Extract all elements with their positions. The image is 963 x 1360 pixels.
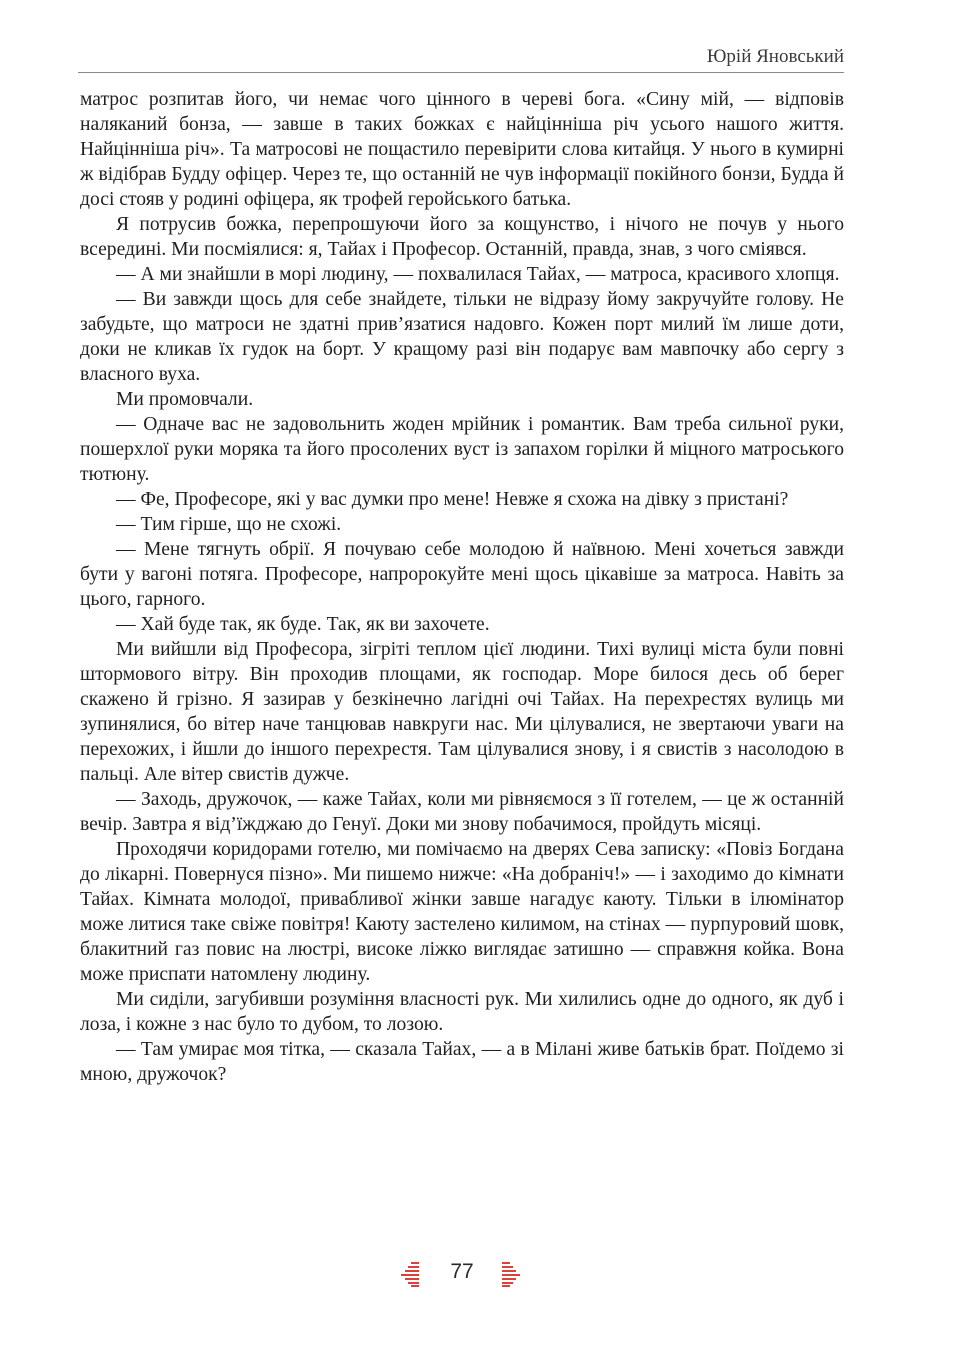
running-header-author: Юрій Яновський xyxy=(706,46,844,67)
paragraph: матрос розпитав його, чи немає чого цінного в череві бога. «Сину мій, — відповів наляканий бонза, — завше в таких божках є найцінніша річ усього нашого життя. Найцінніша річ». Та матросові не пощастило перевірити слова китайця. У нього в кумирні ж відібрав Будду офіцер. Через те, що останній не чув інформації покійного бонзи, Будда й досі стояв у родині офіцера, як трофей геройського батька. xyxy=(80,89,844,210)
paragraph: Я потрусив божка, перепрошуючи його за кощунство, і нічого не почув у нього всередині. Ми посміялися: я, Тайах і Професор. Останній, правда, знав, з чого сміявся. xyxy=(80,214,844,260)
paragraph: — А ми знайшли в морі людину, — похвалилася Тайах, — матроса, красивого хлопця. xyxy=(116,264,840,285)
body-text xyxy=(80,87,844,1087)
paragraph: — Фе, Професоре, які у вас думки про мене! Невже я схожа на дівку з пристані? xyxy=(116,489,789,510)
paragraph: Ми вийшли від Професора, зігріті теплом цієї людини. Тихі вулиці міста були повні штормового вітру. Він проходив площами, як господар. Море билося десь об берег скажено й грізно. Я зазирав у безкінечно лагідні очі Тайах. На перехрестях вулиць ми зупинялися, бо вітер наче танцював навкруги нас. Ми цілувалися, не звертаючи уваги на перехожих, і йшли до іншого перехрестя. Там цілувалися знову, і я свистів з насолодою в пальці. Але вітер свистів дужче. xyxy=(80,639,844,785)
paragraph: — Мене тягнуть обрії. Я почуваю себе молодою й наївною. Мені хочеться завжди бути у вагоні потяга. Професоре, напророкуйте мені щось цікавіше за матроса. Навіть за цього, гарного. xyxy=(80,539,844,610)
paragraph: Проходячи коридорами готелю, ми помічаємо на дверях Сева записку: «Повіз Богдана до лікарні. Повернуся пізно». Ми пишемо нижче: «На добраніч!» — і заходимо до кімнати Тайах. Кімната молодої, привабливої жінки завше нагадує каюту. Тільки в ілюмінатор може литися таке свіже повітря! Каюту застелено килимом, на стінах — пурпуровий шовк, блакитний газ повис на люстрі, високе ліжко виглядає затишно — справжня койка. Вона може приспати натомлену людину. xyxy=(80,839,844,985)
paragraph: — Одначе вас не задовольнить жоден мрійник і романтик. Вам треба сильної руки, пошерхлої руки моряка та його просолених вуст із запахом горілки й міцного матроського тютюну. xyxy=(80,414,844,485)
page-footer xyxy=(0,1255,963,1295)
page-number: 77 xyxy=(450,1260,474,1283)
paragraph: — Тим гірше, що не схожі. xyxy=(116,514,342,535)
paragraph: Ми промовчали. xyxy=(116,389,254,410)
paragraph: — Хай буде так, як буде. Так, як ви захочете. xyxy=(116,614,490,635)
paragraph: — Ви завжди щось для себе знайдете, тільки не відразу йому закручуйте голову. Не забудьте, що матроси не здатні прив’язатися надовго. Кожен порт милий їм лише доти, доки не кликав їх гудок на борт. У кращому разі він подарує вам мавпочку або сергу з власного вуха. xyxy=(80,289,844,385)
page-arrow-left-icon xyxy=(399,1261,421,1287)
paragraph: — Там умирає моя тітка, — сказала Тайах, — а в Мілані живе батьків брат. Поїдемо зі мною, дружочок? xyxy=(80,1039,844,1085)
header-divider xyxy=(78,72,844,73)
paragraph: — Заходь, дружочок, — каже Тайах, коли ми рівняємося з її готелем, — це ж останній вечір. Завтра я від’їжджаю до Генуї. Доки ми знову побачимося, пройдуть місяці. xyxy=(80,789,844,835)
paragraph: Ми сиділи, загубивши розуміння власності рук. Ми хилились одне до одного, як дуб і лоза, і кожне з нас було то дубом, то лозою. xyxy=(80,989,844,1035)
page-arrow-right-icon xyxy=(500,1261,522,1287)
